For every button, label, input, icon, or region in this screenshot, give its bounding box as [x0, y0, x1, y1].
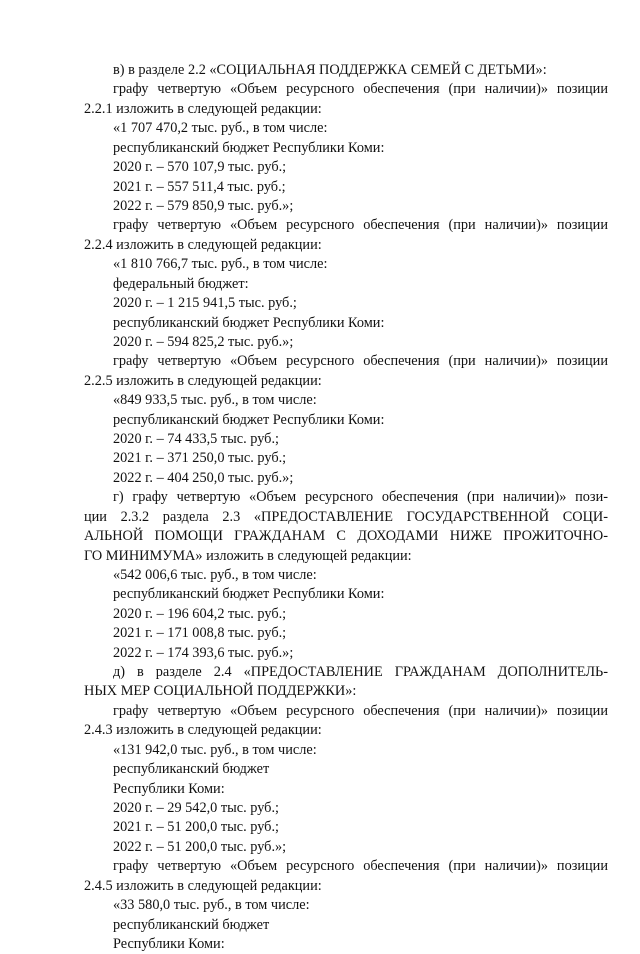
text-line: 2020 г. – 74 433,5 тыс. руб.;: [113, 431, 279, 447]
text-line: в) в разделе 2.2 «СОЦИАЛЬНАЯ ПОДДЕРЖКА СЕМЕЙ С ДЕТЬМИ»:: [113, 62, 547, 78]
text-line: графу четвертую «Объем ресурсного обеспечения (при наличии)» позиции: [113, 217, 608, 234]
text-line: 2020 г. – 196 604,2 тыс. руб.;: [113, 605, 287, 622]
text-line: АЛЬНОЙ ПОМОЩИ ГРАЖДАНАМ С ДОХОДАМИ НИЖЕ ПРОЖИТОЧНО-: [84, 528, 608, 545]
text-line: НЫХ МЕР СОЦИАЛЬНОЙ ПОДДЕРЖКИ»:: [84, 683, 357, 700]
text-line: д) в разделе 2.4 «ПРЕДОСТАВЛЕНИЕ ГРАЖДАНАМ ДОПОЛНИТЕЛЬ-: [113, 664, 608, 680]
text-line: «1 707 470,2 тыс. руб., в том числе:: [113, 120, 328, 137]
text-line: 2021 г. – 51 200,0 тыс. руб.;: [113, 819, 279, 836]
text-line: графу четвертую «Объем ресурсного обеспечения (при наличии)» позиции: [113, 858, 608, 875]
text-line: 2022 г. – 51 200,0 тыс. руб.»;: [113, 838, 287, 855]
text-line: г) графу четвертую «Объем ресурсного обеспечения (при наличии)» пози-: [113, 489, 608, 506]
text-line: 2.4.3 изложить в следующей редакции:: [84, 722, 322, 739]
text-line: «131 942,0 тыс. руб., в том числе:: [113, 741, 317, 758]
text-line: 2022 г. – 579 850,9 тыс. руб.»;: [113, 197, 294, 214]
text-line: Республики Коми:: [113, 935, 225, 952]
text-line: 2022 г. – 174 393,6 тыс. руб.»;: [113, 644, 294, 661]
text-line: федеральный бюджет:: [113, 275, 249, 292]
text-line: 2021 г. – 557 511,4 тыс. руб.;: [113, 178, 286, 195]
text-line: 2.4.5 изложить в следующей редакции:: [84, 877, 322, 894]
text-line: республиканский бюджет Республики Коми:: [113, 139, 385, 156]
text-line: 2020 г. – 1 215 941,5 тыс. руб.;: [113, 295, 297, 311]
text-line: графу четвертую «Объем ресурсного обеспечения (при наличии)» позиции: [113, 702, 608, 719]
text-line: 2020 г. – 29 542,0 тыс. руб.;: [113, 800, 279, 816]
text-line: 2.2.4 изложить в следующей редакции:: [84, 236, 322, 253]
text-line: Республики Коми:: [113, 780, 225, 797]
text-line: 2022 г. – 404 250,0 тыс. руб.»;: [113, 469, 294, 486]
text-line: графу четвертую «Объем ресурсного обеспечения (при наличии)» позиции: [113, 353, 608, 370]
text-line: «1 810 766,7 тыс. руб., в том числе:: [113, 256, 328, 273]
text-line: «542 006,6 тыс. руб., в том числе:: [113, 566, 317, 583]
text-line: республиканский бюджет: [113, 916, 270, 933]
text-line: графу четвертую «Объем ресурсного обеспечения (при наличии)» позиции: [113, 81, 608, 98]
text-line: «849 933,5 тыс. руб., в том числе:: [113, 392, 317, 409]
text-line: 2021 г. – 171 008,8 тыс. руб.;: [113, 625, 287, 642]
text-line: ГО МИНИМУМА» изложить в следующей редакции:: [84, 547, 412, 564]
text-line: 2020 г. – 594 825,2 тыс. руб.»;: [113, 333, 294, 350]
text-line: республиканский бюджет Республики Коми:: [113, 314, 385, 331]
text-line: 2.2.5 изложить в следующей редакции:: [84, 372, 322, 389]
text-line: ции 2.3.2 раздела 2.3 «ПРЕДОСТАВЛЕНИЕ ГОСУДАРСТВЕННОЙ СОЦИ-: [84, 508, 608, 525]
text-line: 2020 г. – 570 107,9 тыс. руб.;: [113, 159, 287, 176]
text-line: республиканский бюджет Республики Коми:: [113, 411, 385, 428]
text-line: республиканский бюджет Республики Коми:: [113, 586, 385, 603]
text-line: 2021 г. – 371 250,0 тыс. руб.;: [113, 450, 287, 467]
text-line: «33 580,0 тыс. руб., в том числе:: [113, 897, 310, 914]
text-line: республиканский бюджет: [113, 761, 270, 778]
text-line: 2.2.1 изложить в следующей редакции:: [84, 100, 322, 117]
